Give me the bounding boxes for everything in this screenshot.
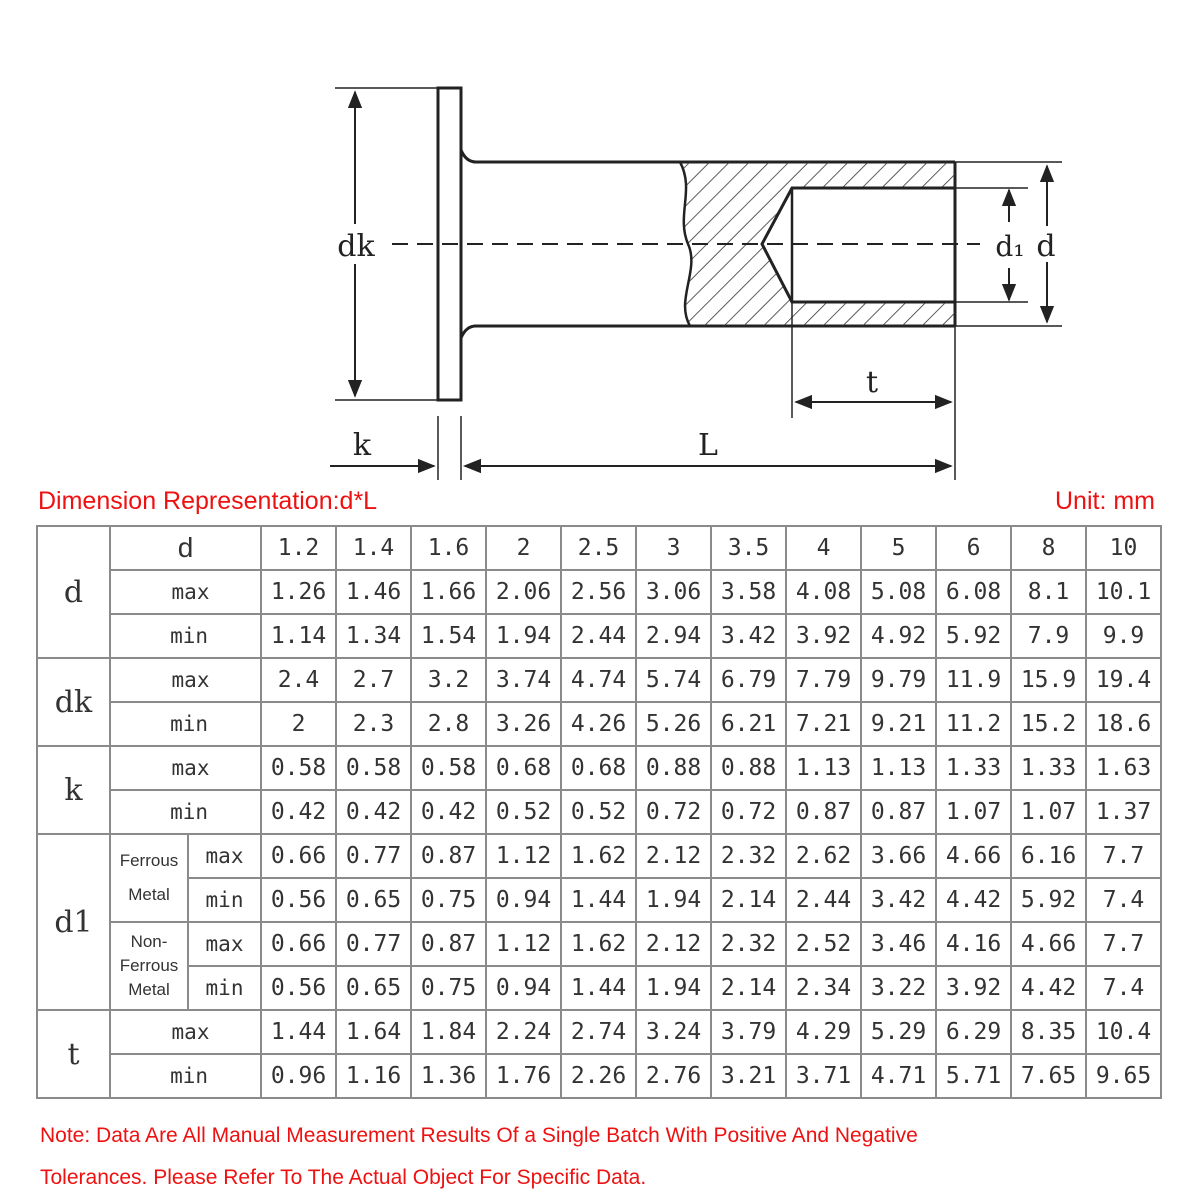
cell: 1.12 (486, 834, 561, 878)
cell: 2.26 (561, 1054, 636, 1098)
cell: 2.5 (561, 526, 636, 570)
cell: 3.22 (861, 966, 936, 1010)
cell: 2.12 (636, 922, 711, 966)
cell: 0.72 (711, 790, 786, 834)
cell: 0.77 (336, 922, 411, 966)
cell: 3.26 (486, 702, 561, 746)
cell: 6.29 (936, 1010, 1011, 1054)
cell: 4.74 (561, 658, 636, 702)
table-row-d-header (37, 526, 1161, 570)
cell: 6.79 (711, 658, 786, 702)
cell: 4.42 (936, 878, 1011, 922)
cell: 1.07 (936, 790, 1011, 834)
cell: 2.3 (336, 702, 411, 746)
row-label-min: min (188, 966, 261, 1010)
cell: 7.7 (1086, 922, 1161, 966)
group-k: k (37, 746, 110, 834)
table-row-d1-ferrous-max (37, 834, 1161, 878)
cell: 0.58 (261, 746, 336, 790)
cell: 0.96 (261, 1054, 336, 1098)
k-label: k (352, 428, 372, 463)
cell: 15.9 (1011, 658, 1086, 702)
table-row-dk-max (37, 658, 1161, 702)
cell: 8.1 (1011, 570, 1086, 614)
cell: 2.32 (711, 922, 786, 966)
cell: 0.52 (486, 790, 561, 834)
cell: 4.66 (1011, 922, 1086, 966)
cell: 0.58 (336, 746, 411, 790)
cell: 1.2 (261, 526, 336, 570)
cell: 2.14 (711, 966, 786, 1010)
cell: 7.21 (786, 702, 861, 746)
cell: 3.79 (711, 1010, 786, 1054)
cell: 1.33 (936, 746, 1011, 790)
cell: 1.94 (636, 966, 711, 1010)
cell: 0.42 (261, 790, 336, 834)
cell: 1.46 (336, 570, 411, 614)
cell: 5.08 (861, 570, 936, 614)
cell: 0.65 (336, 966, 411, 1010)
table-row-t-max (37, 1010, 1161, 1054)
group-t: t (37, 1010, 110, 1098)
cell: 3 (636, 526, 711, 570)
d-header-cell: d (110, 526, 261, 570)
d-label: d (1036, 229, 1056, 264)
cell: 4.71 (861, 1054, 936, 1098)
cell: 7.4 (1086, 878, 1161, 922)
cell: 1.4 (336, 526, 411, 570)
rivet-technical-drawing (0, 0, 1200, 480)
cell: 1.14 (261, 614, 336, 658)
cell: 1.13 (786, 746, 861, 790)
group-d: d (37, 526, 110, 658)
cell: 2 (261, 702, 336, 746)
cell: 2.24 (486, 1010, 561, 1054)
cell: 5.74 (636, 658, 711, 702)
cell: 3.5 (711, 526, 786, 570)
cell: 0.42 (336, 790, 411, 834)
row-label-max: max (110, 746, 261, 790)
cell: 10 (1086, 526, 1161, 570)
cell: 6.16 (1011, 834, 1086, 878)
cell: 4.08 (786, 570, 861, 614)
cell: 2.34 (786, 966, 861, 1010)
cell: 1.36 (411, 1054, 486, 1098)
cell: 6.21 (711, 702, 786, 746)
cell: 0.56 (261, 966, 336, 1010)
cell: 1.26 (261, 570, 336, 614)
cell: 0.66 (261, 834, 336, 878)
cell: 1.16 (336, 1054, 411, 1098)
cell: 7.9 (1011, 614, 1086, 658)
cell: 2.8 (411, 702, 486, 746)
cell: 1.12 (486, 922, 561, 966)
cell: 5.29 (861, 1010, 936, 1054)
cell: 3.58 (711, 570, 786, 614)
cell: 0.87 (861, 790, 936, 834)
table-row-dk-min (37, 702, 1161, 746)
cell: 6.08 (936, 570, 1011, 614)
cell: 0.94 (486, 966, 561, 1010)
t-label: t (865, 365, 879, 400)
cell: 7.79 (786, 658, 861, 702)
cell: 2.14 (711, 878, 786, 922)
cell: 5.26 (636, 702, 711, 746)
note-line-2: Tolerances. Please Refer To The Actual Object For Specific Data. (40, 1166, 647, 1189)
L-label: L (698, 428, 718, 463)
group-dk: dk (37, 658, 110, 746)
cell: 1.44 (261, 1010, 336, 1054)
cell: 0.68 (486, 746, 561, 790)
cell: 3.46 (861, 922, 936, 966)
cell: 0.87 (411, 834, 486, 878)
table-row-d1-ferrous-min (37, 878, 1161, 922)
cell: 5.71 (936, 1054, 1011, 1098)
cell: 3.92 (936, 966, 1011, 1010)
cell: 1.66 (411, 570, 486, 614)
table-row-d-max (37, 570, 1161, 614)
cell: 1.63 (1086, 746, 1161, 790)
cell: 0.66 (261, 922, 336, 966)
cell: 0.88 (636, 746, 711, 790)
spec-table (36, 525, 1162, 1099)
cell: 0.94 (486, 878, 561, 922)
cell: 3.66 (861, 834, 936, 878)
cell: 18.6 (1086, 702, 1161, 746)
cell: 1.94 (486, 614, 561, 658)
cell: 0.75 (411, 966, 486, 1010)
dimension-representation: Dimension Representation:d*L (38, 487, 378, 515)
row-label-min: min (110, 702, 261, 746)
cell: 2.44 (786, 878, 861, 922)
cell: 0.52 (561, 790, 636, 834)
note-line-1: Note: Data Are All Manual Measurement Results Of a Single Batch With Positive And Negative (40, 1124, 918, 1147)
cell: 2.06 (486, 570, 561, 614)
row-label-min: min (188, 878, 261, 922)
cell: 19.4 (1086, 658, 1161, 702)
cell: 3.92 (786, 614, 861, 658)
cell: 3.42 (861, 878, 936, 922)
cell: 4.66 (936, 834, 1011, 878)
cell: 10.4 (1086, 1010, 1161, 1054)
cell: 1.62 (561, 834, 636, 878)
cell: 7.7 (1086, 834, 1161, 878)
cell: 7.65 (1011, 1054, 1086, 1098)
cell: 1.13 (861, 746, 936, 790)
cell: 8.35 (1011, 1010, 1086, 1054)
cell: 0.72 (636, 790, 711, 834)
nonferrous-metal-label: Non-Ferrous Metal (110, 922, 188, 1010)
cell: 0.87 (411, 922, 486, 966)
cell: 2.4 (261, 658, 336, 702)
cell: 9.79 (861, 658, 936, 702)
row-label-min: min (110, 614, 261, 658)
unit-label: Unit: mm (1055, 487, 1155, 515)
cell: 0.87 (786, 790, 861, 834)
cell: 1.54 (411, 614, 486, 658)
cell: 2 (486, 526, 561, 570)
row-label-min: min (110, 1054, 261, 1098)
cell: 10.1 (1086, 570, 1161, 614)
d1-label: d₁ (995, 230, 1025, 263)
cell: 0.58 (411, 746, 486, 790)
cell: 1.94 (636, 878, 711, 922)
row-label-max: max (110, 570, 261, 614)
cell: 1.07 (1011, 790, 1086, 834)
row-label-max: max (188, 922, 261, 966)
cell: 15.2 (1011, 702, 1086, 746)
cell: 2.56 (561, 570, 636, 614)
cell: 2.76 (636, 1054, 711, 1098)
cell: 1.44 (561, 878, 636, 922)
cell: 4.42 (1011, 966, 1086, 1010)
cell: 5 (861, 526, 936, 570)
cell: 2.62 (786, 834, 861, 878)
cell: 2.44 (561, 614, 636, 658)
cell: 5.92 (936, 614, 1011, 658)
cell: 1.62 (561, 922, 636, 966)
cell: 2.32 (711, 834, 786, 878)
cell: 8 (1011, 526, 1086, 570)
cell: 6 (936, 526, 1011, 570)
cell: 9.9 (1086, 614, 1161, 658)
table-row-d1-nonferrous-min (37, 966, 1161, 1010)
cell: 0.75 (411, 878, 486, 922)
cell: 4 (786, 526, 861, 570)
dk-label: dk (337, 229, 375, 264)
cell: 11.2 (936, 702, 1011, 746)
cell: 1.34 (336, 614, 411, 658)
cell: 3.2 (411, 658, 486, 702)
table-row-d1-nonferrous-max (37, 922, 1161, 966)
cell: 0.42 (411, 790, 486, 834)
cell: 0.68 (561, 746, 636, 790)
cell: 1.33 (1011, 746, 1086, 790)
cell: 2.12 (636, 834, 711, 878)
cell: 1.6 (411, 526, 486, 570)
cell: 0.65 (336, 878, 411, 922)
cell: 3.42 (711, 614, 786, 658)
cell: 7.4 (1086, 966, 1161, 1010)
cell: 4.29 (786, 1010, 861, 1054)
cell: 11.9 (936, 658, 1011, 702)
cell: 9.65 (1086, 1054, 1161, 1098)
cell: 0.77 (336, 834, 411, 878)
cell: 3.24 (636, 1010, 711, 1054)
cell: 2.94 (636, 614, 711, 658)
table-row-t-min (37, 1054, 1161, 1098)
cell: 5.92 (1011, 878, 1086, 922)
cell: 2.74 (561, 1010, 636, 1054)
cell: 2.7 (336, 658, 411, 702)
row-label-min: min (110, 790, 261, 834)
cell: 3.21 (711, 1054, 786, 1098)
group-d1: d1 (37, 834, 110, 1010)
table-row-k-max (37, 746, 1161, 790)
cell: 1.64 (336, 1010, 411, 1054)
cell: 4.16 (936, 922, 1011, 966)
row-label-max: max (188, 834, 261, 878)
cell: 9.21 (861, 702, 936, 746)
cell: 1.44 (561, 966, 636, 1010)
table-row-d-min (37, 614, 1161, 658)
ferrous-metal-label: Ferrous Metal (110, 834, 188, 922)
cell: 0.56 (261, 878, 336, 922)
table-row-k-min (37, 790, 1161, 834)
cell: 3.71 (786, 1054, 861, 1098)
cell: 4.92 (861, 614, 936, 658)
cell: 0.88 (711, 746, 786, 790)
cell: 4.26 (561, 702, 636, 746)
cell: 1.84 (411, 1010, 486, 1054)
cell: 3.74 (486, 658, 561, 702)
cell: 2.52 (786, 922, 861, 966)
row-label-max: max (110, 1010, 261, 1054)
cell: 3.06 (636, 570, 711, 614)
row-label-max: max (110, 658, 261, 702)
cell: 1.37 (1086, 790, 1161, 834)
cell: 1.76 (486, 1054, 561, 1098)
